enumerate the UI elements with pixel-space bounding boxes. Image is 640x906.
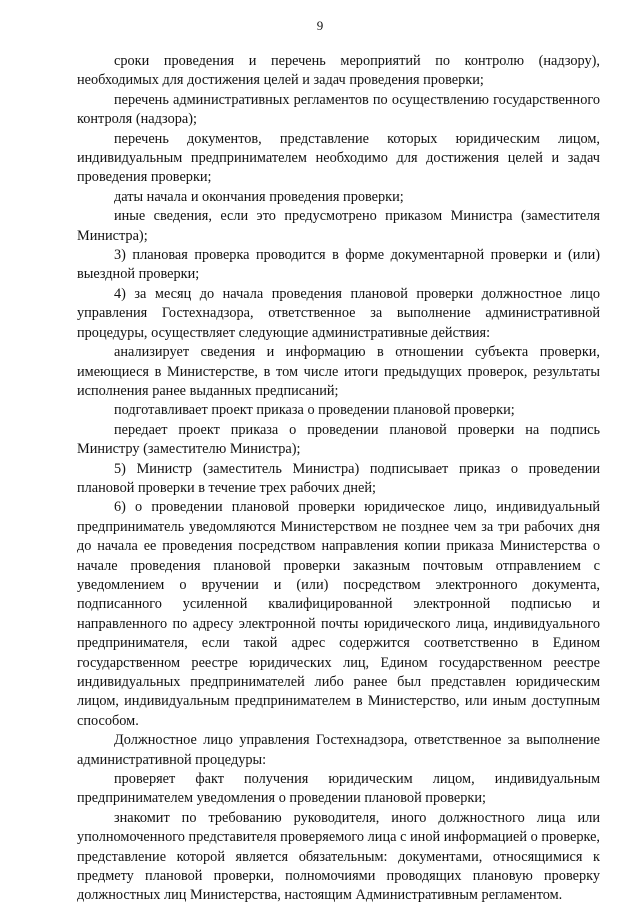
paragraph: перечень административных регламентов по осуществлению государственного контроля (надзора);	[77, 91, 600, 128]
paragraph: 3) плановая проверка проводится в форме документарной проверки и (или) выездной проверки;	[77, 247, 600, 283]
paragraph: 4) за месяц до начала проведения плановой проверки должностное лицо управления Гостехнадзора, ответственное за выполнение административной процедуры, осуществляет следующие административные действия:	[77, 285, 600, 341]
paragraph: 6) о проведении плановой проверки юридическое лицо, индивидуальный предприниматель уведомляются Министерством не позднее чем за три рабочих дня до начала ее проведения посредством направления копии приказа Министерства о начале проведения плановой проверки заказным почтовым отправлением с уведомлением о вручении и (или) посредством электронного документа, подписанного усиленной квалифицированной электронной подписью и направленного по адресу электронной почты юридического лица, индивидуального предпринимателя, если такой адрес содержится соответственно в Едином государственном реестре юридических лиц, Едином государственном реестре индивидуальных предпринимателей либо ранее был представлен юридическим лицом, индивидуальным предпринимателем в Министерство, или иным доступным способом.	[77, 499, 600, 729]
page-number: 9	[316, 18, 324, 33]
paragraph: даты начала и окончания проведения проверки;	[114, 188, 404, 205]
paragraph: 5) Министр (заместитель Министра) подписывает приказ о проведении плановой проверки в течение трех рабочих дней;	[77, 460, 600, 496]
paragraph: знакомит по требованию руководителя, иного должностного лица или уполномоченного представителя проверяемого лица с иной информацией о проверке, представление которой является обязательным: документами, относящимися к предмету плановой проверки, полномочиями проводящих плановую проверку должностных лиц Министерства, настоящим Административным регламентом.	[77, 809, 600, 904]
document-body	[77, 52, 600, 906]
paragraph: иные сведения, если это предусмотрено приказом Министра (заместителя Министра);	[77, 208, 600, 244]
paragraph: подготавливает проект приказа о проведении плановой проверки;	[114, 402, 515, 419]
paragraph: проверяет факт получения юридическим лицом, индивидуальным предпринимателем уведомления о проведении плановой проверки;	[77, 771, 600, 807]
paragraph: Должностное лицо управления Гостехнадзора, ответственное за выполнение административной процедуры:	[77, 732, 600, 768]
paragraph: анализирует сведения и информацию в отношении субъекта проверки, имеющиеся в Министерстве, в том числе итоги предыдущих проверок, результаты исполнения ранее выданных предписаний;	[77, 344, 600, 399]
paragraph: перечень документов, представление которых юридическим лицом, индивидуальным предпринимателем необходимо для достижения целей и задач проведения проверки;	[77, 130, 600, 186]
paragraph: передает проект приказа о проведении плановой проверки на подпись Министру (заместителю Министра);	[77, 421, 600, 458]
paragraph: сроки проведения и перечень мероприятий по контролю (надзору), необходимых для достижения целей и задач проведения проверки;	[77, 53, 600, 89]
